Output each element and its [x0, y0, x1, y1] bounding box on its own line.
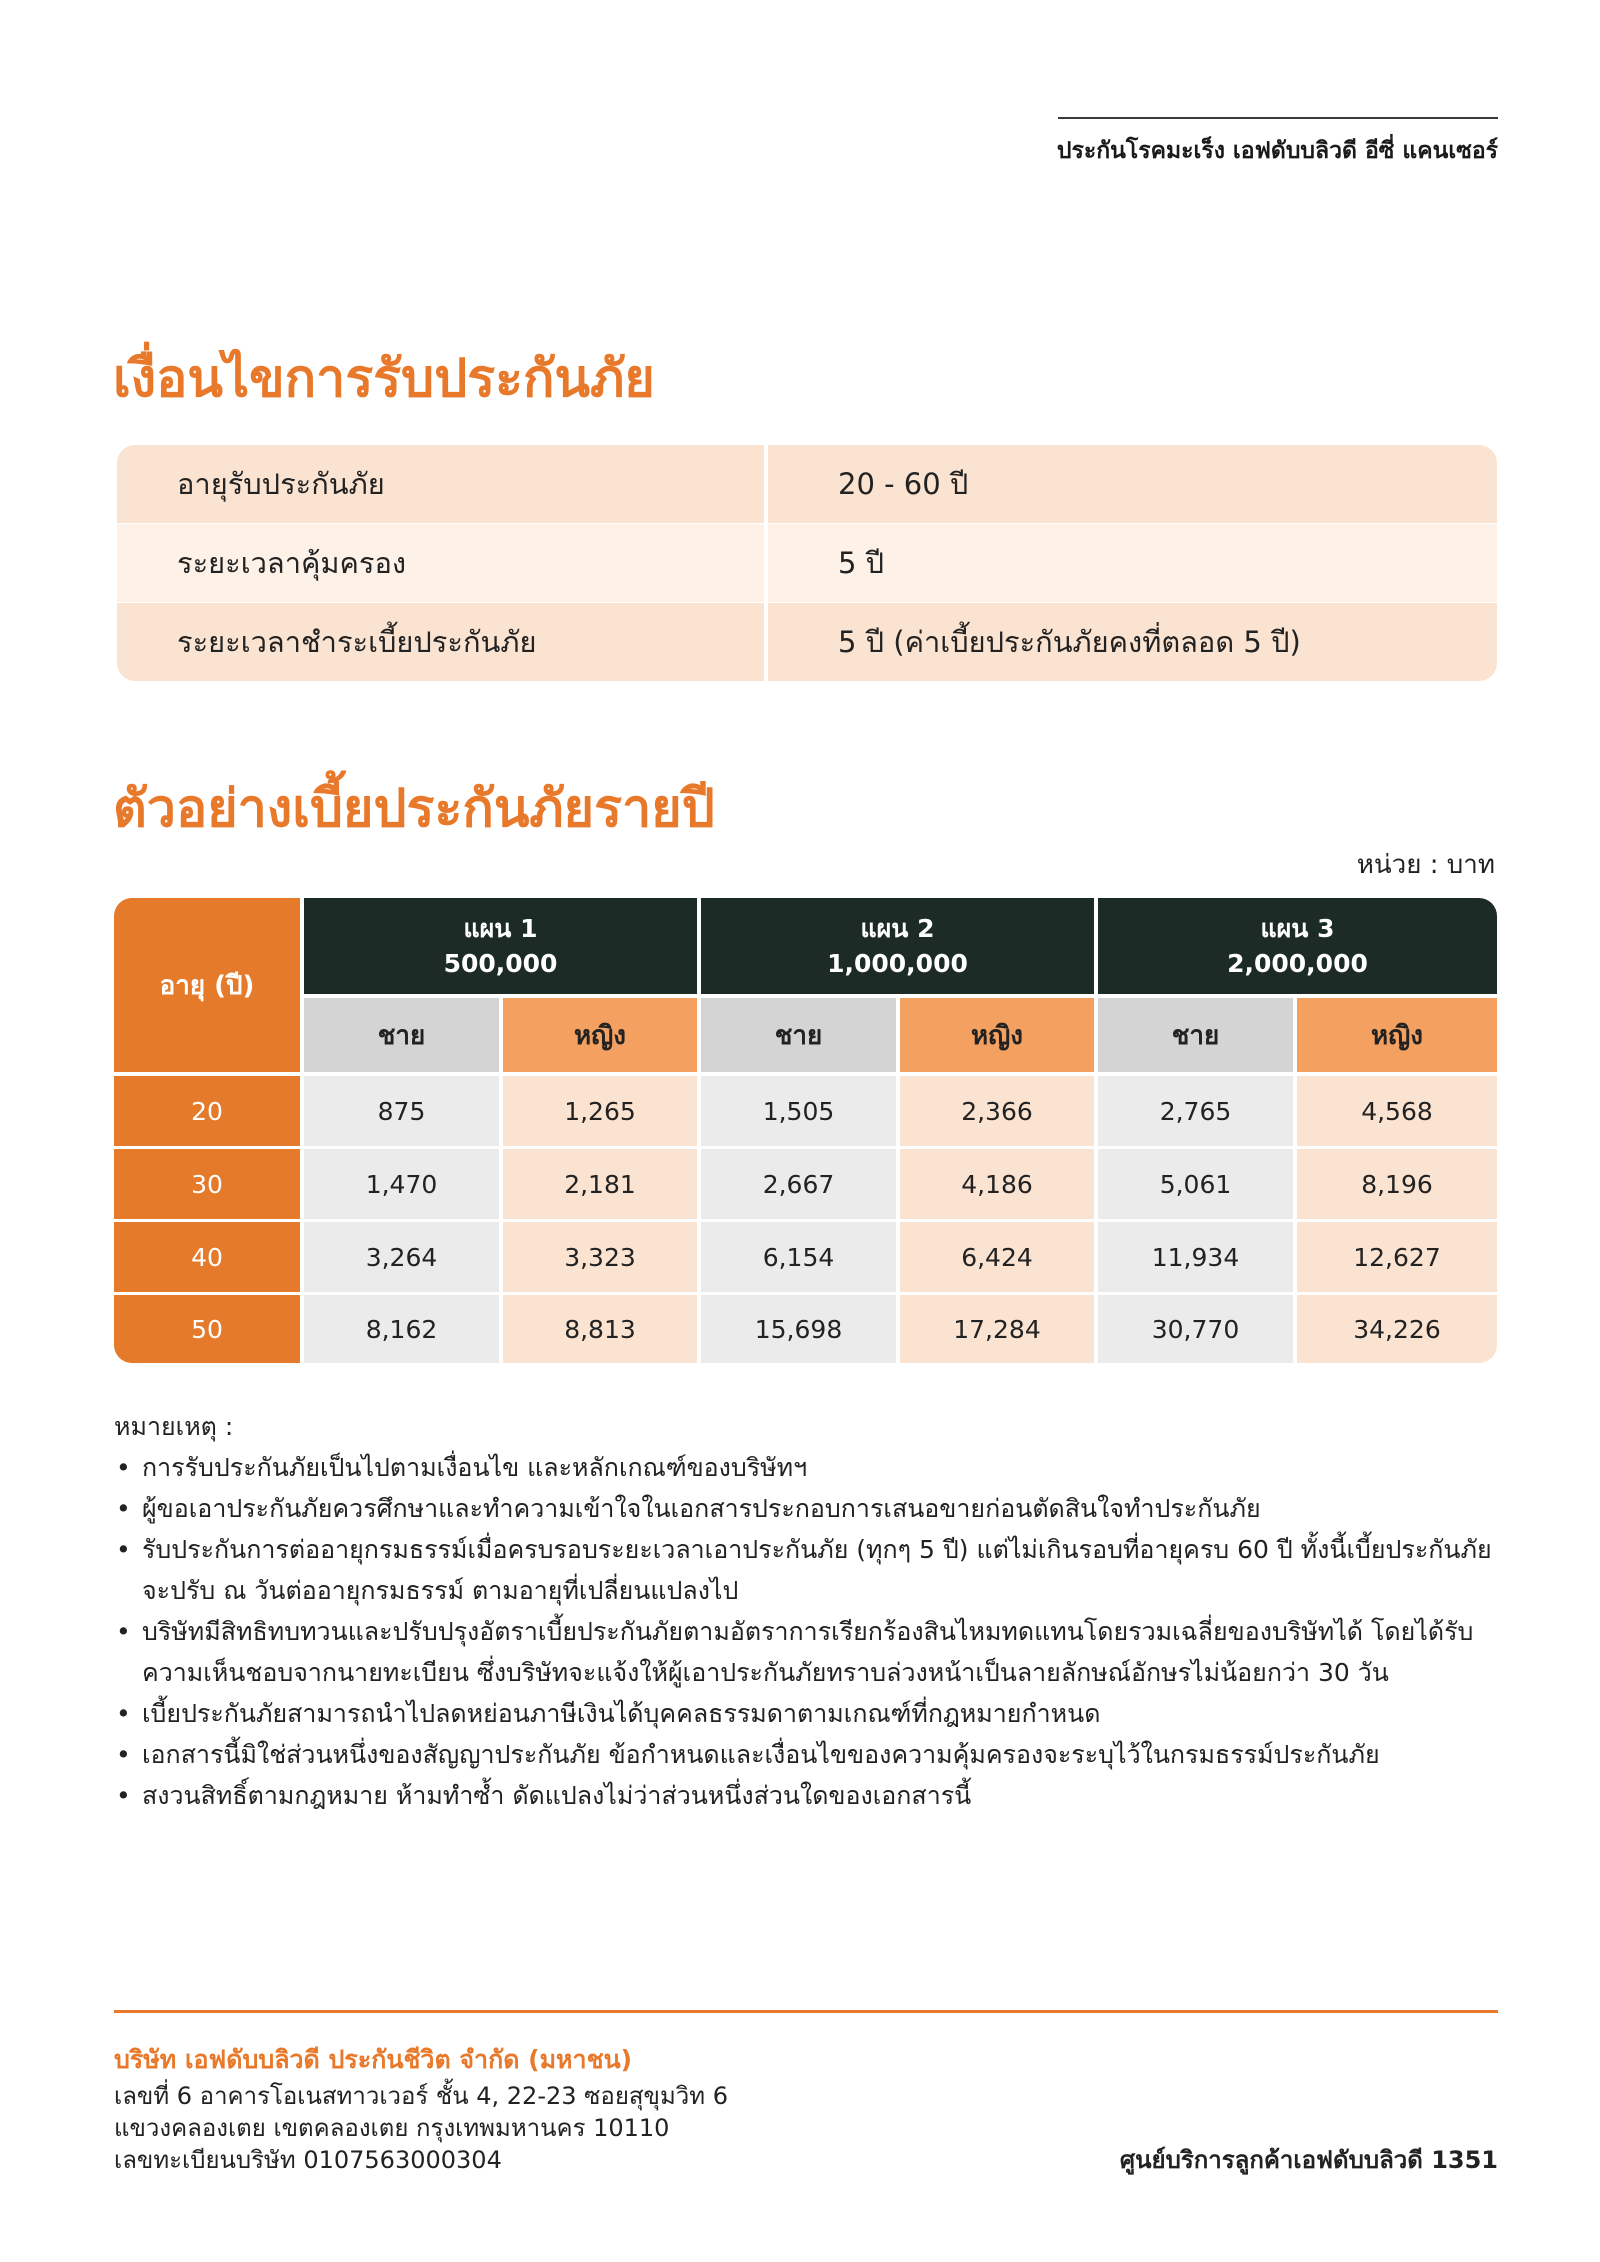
conditions-label: อายุรับประกันภัย: [117, 445, 764, 523]
premium-cell: 2,366: [900, 1076, 1094, 1146]
premium-cell: 2,181: [503, 1149, 697, 1219]
plan-name: แผน 2: [860, 914, 935, 943]
notes-section: [114, 1406, 1509, 1816]
premium-cell: 34,226: [1297, 1295, 1497, 1363]
conditions-title: เงื่อนไขการรับประกันภัย: [113, 349, 655, 409]
age-cell: 40: [114, 1222, 300, 1292]
conditions-label: ระยะเวลาชำระเบี้ยประกันภัย: [117, 603, 764, 681]
conditions-value: 5 ปี (ค่าเบี้ยประกันภัยคงที่ตลอด 5 ปี): [768, 603, 1497, 681]
registration-number: เลขทะเบียนบริษัท 0107563000304: [114, 2146, 502, 2174]
premium-cell: 11,934: [1098, 1222, 1293, 1292]
company-name: บริษัท เอฟดับบลิวดี ประกันชีวิต จำกัด (มหาชน): [114, 2045, 633, 2074]
notes-title: หมายเหตุ :: [114, 1412, 234, 1441]
conditions-value: 5 ปี: [768, 524, 1497, 602]
header-divider: [1058, 117, 1498, 119]
age-cell: 20: [114, 1076, 300, 1146]
age-cell: 50: [114, 1295, 300, 1363]
conditions-value: 20 - 60 ปี: [768, 445, 1497, 523]
note-item: • เบี้ยประกันภัยสามารถนำไปลดหย่อนภาษีเงินได้บุคคลธรรมดาตามเกณฑ์ที่กฎหมายกำหนด: [114, 1693, 1509, 1734]
premium-cell: 2,667: [701, 1149, 896, 1219]
premium-cell: 2,765: [1098, 1076, 1293, 1146]
age-cell: 30: [114, 1149, 300, 1219]
premium-cell: 8,162: [304, 1295, 499, 1363]
service-center: ศูนย์บริการลูกค้าเอฟดับบลิวดี 1351: [1119, 2146, 1498, 2174]
plan-2-header: [701, 898, 1094, 994]
premium-cell: 875: [304, 1076, 499, 1146]
premium-cell: 4,186: [900, 1149, 1094, 1219]
premium-cell: 15,698: [701, 1295, 896, 1363]
plan-1-header: [304, 898, 697, 994]
unit-label: หน่วย : บาท: [1356, 850, 1495, 880]
conditions-row: [117, 603, 1497, 681]
premium-cell: 1,470: [304, 1149, 499, 1219]
female-header: หญิง: [1297, 998, 1497, 1072]
plan-name: แผน 3: [1260, 914, 1335, 943]
note-item: • เอกสารนี้มิใช่ส่วนหนึ่งของสัญญาประกันภัย ข้อกำหนดและเงื่อนไขของความคุ้มครองจะระบุไว้ในกรมธรรม์ประกันภัย: [114, 1734, 1509, 1775]
note-item: • ผู้ขอเอาประกันภัยควรศึกษาและทำความเข้าใจในเอกสารประกอบการเสนอขายก่อนตัดสินใจทำประกันภัย: [114, 1488, 1509, 1529]
conditions-row: [117, 445, 1497, 523]
premium-cell: 4,568: [1297, 1076, 1497, 1146]
plan-amount: 500,000: [443, 949, 558, 978]
premium-cell: 6,424: [900, 1222, 1094, 1292]
premium-cell: 1,505: [701, 1076, 896, 1146]
premium-table: [114, 898, 1497, 1363]
footer-divider: [114, 2010, 1498, 2013]
note-item: • สงวนสิทธิ์ตามกฎหมาย ห้ามทำซ้ำ ดัดแปลงไม่ว่าส่วนหนึ่งส่วนใดของเอกสารนี้: [114, 1775, 1509, 1816]
female-header: หญิง: [503, 998, 697, 1072]
premium-cell: 12,627: [1297, 1222, 1497, 1292]
premium-cell: 5,061: [1098, 1149, 1293, 1219]
product-title: ประกันโรคมะเร็ง เอฟดับบลิวดี อีซี่ แคนเซอร์: [1056, 138, 1498, 164]
premium-cell: 3,264: [304, 1222, 499, 1292]
age-column-header: อายุ (ปี): [114, 898, 300, 1072]
plan-3-header: [1098, 898, 1497, 994]
conditions-row: [117, 524, 1497, 602]
female-header: หญิง: [900, 998, 1094, 1072]
premium-cell: 6,154: [701, 1222, 896, 1292]
address-line-2: แขวงคลองเตย เขตคลองเตย กรุงเทพมหานคร 10110: [114, 2114, 670, 2142]
premium-cell: 8,813: [503, 1295, 697, 1363]
premium-cell: 1,265: [503, 1076, 697, 1146]
note-item: • รับประกันการต่ออายุกรมธรรม์เมื่อครบรอบระยะเวลาเอาประกันภัย (ทุกๆ 5 ปี) แต่ไม่เกินรอบที่อายุครบ 60 ปี ทั้งนี้เบี้ยประกันภัยจะปรับ ณ วันต่ออายุกรมธรรม์ ตามอายุที่เปลี่ยนแปลงไป: [114, 1529, 1509, 1611]
plan-amount: 1,000,000: [827, 949, 968, 978]
premium-cell: 17,284: [900, 1295, 1094, 1363]
note-item: • บริษัทมีสิทธิทบทวนและปรับปรุงอัตราเบี้ยประกันภัยตามอัตราการเรียกร้องสินไหมทดแทนโดยรวมเฉลี่ยของบริษัทได้ โดยได้รับความเห็นชอบจากนายทะเบียน ซึ่งบริษัทจะแจ้งให้ผู้เอาประกันภัยทราบล่วงหน้าเป็นลายลักษณ์อักษรไม่น้อยกว่า 30 วัน: [114, 1611, 1509, 1693]
premium-cell: 8,196: [1297, 1149, 1497, 1219]
note-item: • การรับประกันภัยเป็นไปตามเงื่อนไข และหลักเกณฑ์ของบริษัทฯ: [114, 1447, 1509, 1488]
plan-name: แผน 1: [463, 914, 538, 943]
male-header: ชาย: [304, 998, 499, 1072]
address-line-1: เลขที่ 6 อาคารโอเนสทาวเวอร์ ชั้น 4, 22-23 ซอยสุขุมวิท 6: [114, 2082, 728, 2110]
premium-cell: 3,323: [503, 1222, 697, 1292]
premium-title: ตัวอย่างเบี้ยประกันภัยรายปี: [113, 779, 715, 839]
plan-amount: 2,000,000: [1227, 949, 1368, 978]
conditions-label: ระยะเวลาคุ้มครอง: [117, 524, 764, 602]
conditions-table: [117, 445, 1497, 681]
male-header: ชาย: [1098, 998, 1293, 1072]
male-header: ชาย: [701, 998, 896, 1072]
notes-list: [114, 1447, 1509, 1816]
premium-cell: 30,770: [1098, 1295, 1293, 1363]
